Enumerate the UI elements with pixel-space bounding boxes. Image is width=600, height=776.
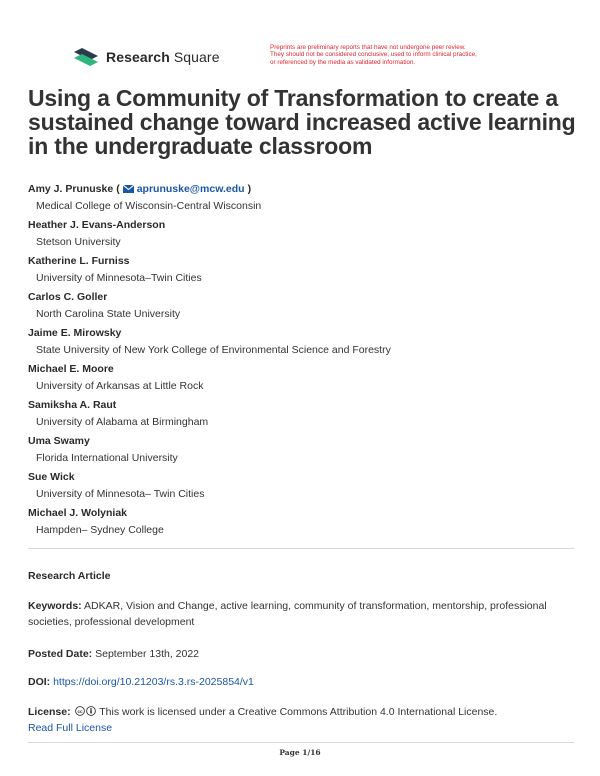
keywords: Keywords: ADKAR, Vision and Change, active learning, community of transformation, mentorship, professional societies, professional development (28, 600, 547, 628)
author-affiliation: University of Minnesota–Twin Cities (36, 272, 202, 284)
doi: DOI: https://doi.org/10.21203/rs.3.rs-2025854/v1 (28, 676, 254, 688)
posted-date: Posted Date: September 13th, 2022 (28, 648, 200, 660)
research-square-logo[interactable] (72, 46, 220, 68)
paper-title: Using a Community of Transformation to create a sustained change toward increased active learning in the undergraduate classroom (28, 85, 576, 159)
author-name: Uma Swamy (28, 434, 90, 447)
author-entry (28, 324, 578, 360)
author-affiliation: University of Minnesota– Twin Cities (36, 488, 205, 500)
author-name: Katherine L. Furniss (28, 254, 130, 267)
author-entry (28, 360, 578, 396)
footer-divider (28, 742, 574, 743)
author-email-link[interactable]: aprunuske@mcw.edu (123, 181, 245, 198)
author-affiliation: State University of New York College of Environmental Science and Forestry (36, 344, 391, 356)
author-name: Carlos C. Goller (28, 290, 108, 303)
envelope-icon (123, 185, 134, 193)
section-divider (28, 548, 574, 549)
research-square-logo-icon (72, 46, 100, 68)
doi-link[interactable]: https://doi.org/10.21203/rs.3.rs-2025854/v1 (53, 676, 254, 688)
author-entry (28, 432, 578, 468)
article-type: Research Article (28, 570, 111, 582)
author-name: Sue Wick (28, 470, 75, 483)
author-affiliation: University of Arkansas at Little Rock (36, 380, 204, 392)
author-affiliation: Medical College of Wisconsin-Central Wisconsin (36, 200, 262, 212)
creative-commons-icon (75, 706, 85, 716)
author-affiliation: Hampden– Sydney College (36, 524, 164, 536)
author-entry (28, 396, 578, 432)
author-entry (28, 468, 578, 504)
author-entry (28, 252, 578, 288)
author-entry: Amy J. Prunuske ( aprunuske@mcw.edu ) Medical College of Wisconsin-Central Wisconsin (28, 180, 578, 216)
author-affiliation: North Carolina State University (36, 308, 181, 320)
svg-text:cc: cc (76, 708, 83, 714)
author-affiliation: University of Alabama at Birmingham (36, 416, 209, 428)
brand-name: Research Square (106, 49, 220, 65)
author-entry (28, 504, 578, 540)
author-entry (28, 216, 578, 252)
author-affiliation: Florida International University (36, 452, 178, 464)
author-name: Michael E. Moore (28, 362, 114, 375)
page-number: Page 1/16 (279, 748, 321, 757)
author-name: Samiksha A. Raut (28, 398, 117, 411)
page-header (72, 44, 542, 74)
author-name: Heather J. Evans-Anderson (28, 218, 166, 231)
author-affiliation: Stetson University (36, 236, 121, 248)
author-list (28, 180, 578, 540)
author-name: Amy J. Prunuske (28, 182, 114, 195)
author-entry (28, 288, 578, 324)
author-name: Michael J. Wolyniak (28, 506, 128, 519)
license: License: cc This work is licensed under a Creative Commons Attribution 4.0 International License. Read Full License (28, 706, 498, 734)
read-full-license-link[interactable]: Read Full License (28, 722, 113, 734)
preprint-notice: Preprints are preliminary reports that have not undergone peer review. They should not be considered conclusive, used to inform clinical practice, or referenced by the media as validated information. (270, 44, 477, 66)
attribution-icon (86, 706, 96, 716)
author-name: Jaime E. Mirowsky (28, 326, 122, 339)
